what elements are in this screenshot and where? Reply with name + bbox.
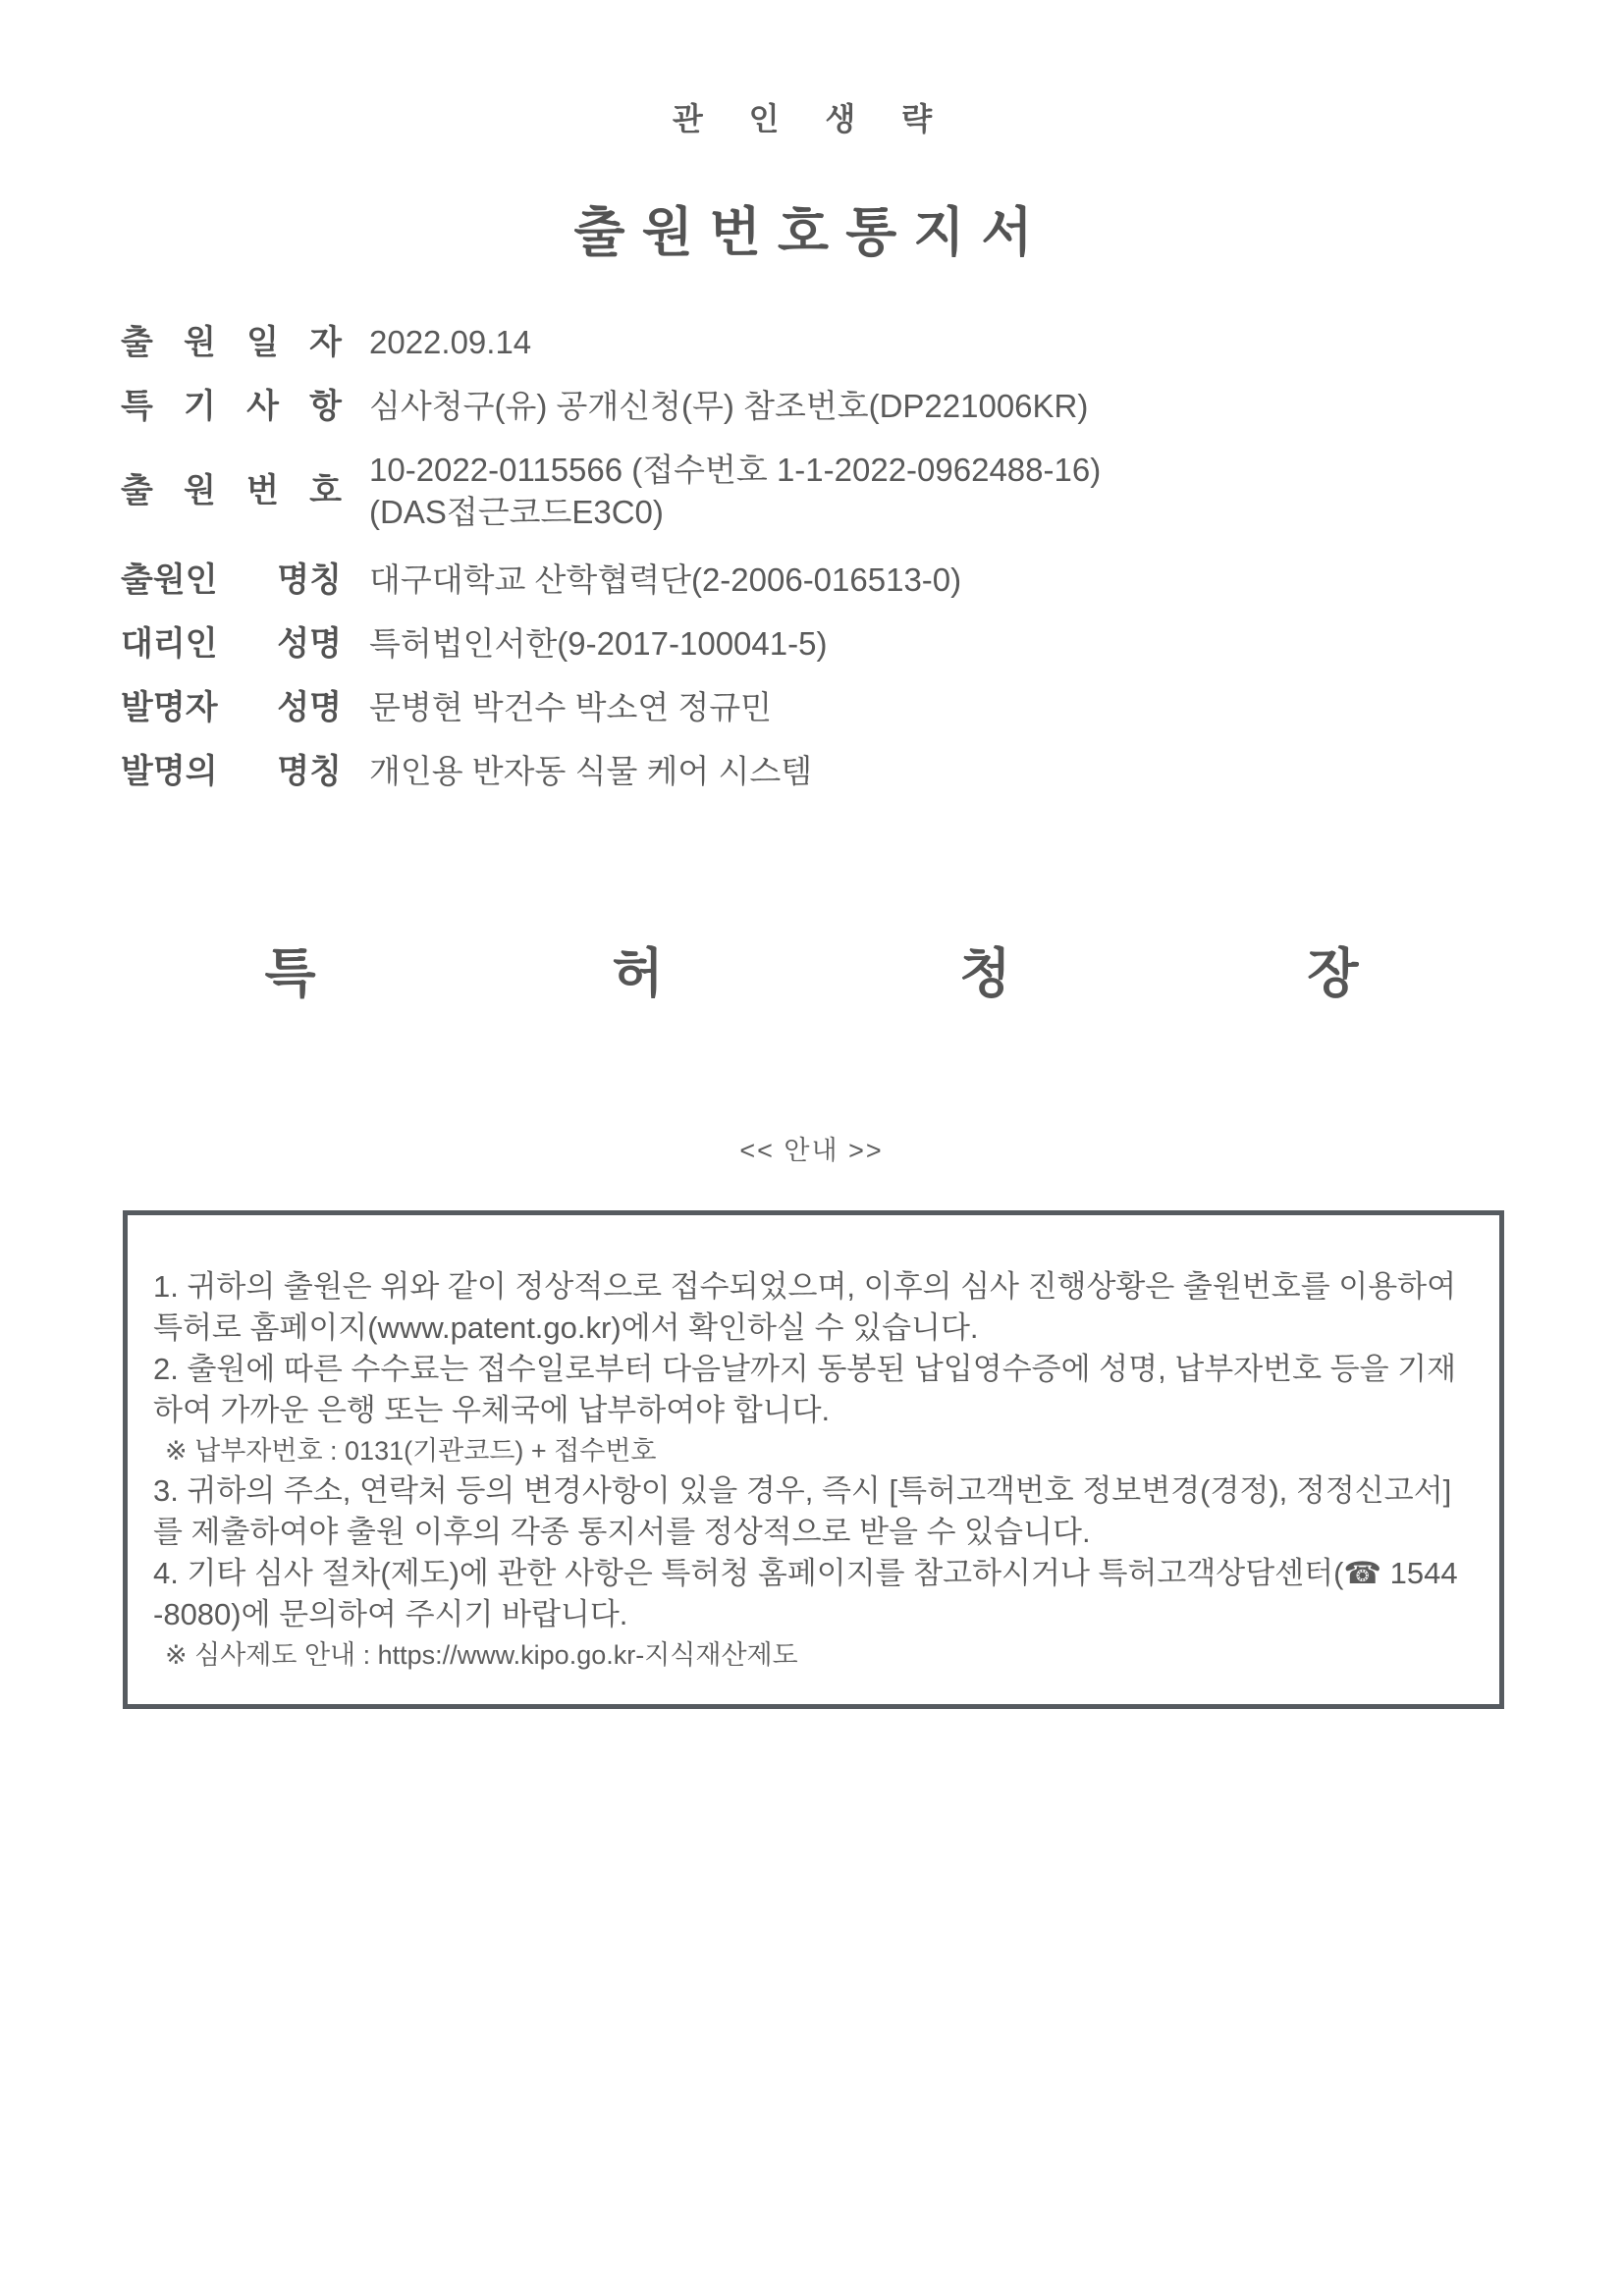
field-value-line: (DAS접근코드E3C0) xyxy=(369,494,664,530)
notice-item: 4. 기타 심사 절차(제도)에 관한 사항은 특허청 홈페이지를 참고하시거나 특허고객상담센터(☎ 1544-8080)에 문의하여 주시기 바랍니다. xyxy=(153,1556,1458,1631)
field-row xyxy=(121,686,1515,728)
page-title: 출원번호통지서 xyxy=(573,203,1050,262)
field-value xyxy=(369,559,961,601)
field-row xyxy=(121,750,1515,792)
field-value xyxy=(369,385,1088,427)
commissioner-signature: 특 허 청 장 xyxy=(264,944,1359,1003)
field-label: 대리인 성명 xyxy=(121,624,342,663)
field-value xyxy=(369,449,1101,533)
field-label: 출 원 일 자 xyxy=(121,323,342,361)
field-label: 출원인 명칭 xyxy=(121,561,342,599)
field-value-line: 2022.09.14 xyxy=(369,324,532,360)
field-label: 발명의 명칭 xyxy=(121,752,342,790)
field-label: 출 원 번 호 xyxy=(121,472,342,509)
field-value xyxy=(369,321,531,363)
notice-item: 3. 귀하의 주소, 연락처 등의 변경사항이 있을 경우, 즉시 [특허고객번호 정보변경(경정), 정정신고서]를 제출하여야 출원 이후의 각종 통지서를 정상적으로 받을 수 있습니다. xyxy=(153,1473,1452,1549)
notice-sub-note: ※ 납부자번호 : 0131(기관코드) + 접수번호 xyxy=(165,1436,657,1466)
notice-item: 1. 귀하의 출원은 위와 같이 정상적으로 접수되었으며, 이후의 심사 진행상황은 출원번호를 이용하여 특허로 홈페이지(www.patent.go.kr)에서 확인하실 수 있습니다. xyxy=(153,1269,1457,1345)
field-value-line: 10-2022-0115566 (접수번호 1-1-2022-0962488-16) xyxy=(369,452,1102,488)
field-row xyxy=(121,449,1515,533)
field-label: 특 기 사 항 xyxy=(121,387,342,425)
guide-heading: << 안내 >> xyxy=(739,1136,884,1165)
field-row xyxy=(121,385,1515,427)
field-value-line: 개인용 반자동 식물 케어 시스템 xyxy=(369,753,813,789)
fields-table xyxy=(121,321,1515,792)
field-value xyxy=(369,750,812,792)
field-row xyxy=(121,622,1515,665)
field-row xyxy=(121,559,1515,601)
field-label: 발명자 성명 xyxy=(121,688,342,726)
field-value-line: 대구대학교 산학협력단(2-2006-016513-0) xyxy=(369,561,962,598)
field-value-line: 문병현 박건수 박소연 정규민 xyxy=(369,689,773,725)
field-row xyxy=(121,321,1515,363)
field-value-line: 심사청구(유) 공개신청(무) 참조번호(DP221006KR) xyxy=(369,388,1089,424)
field-value xyxy=(369,686,772,728)
notice-item: 2. 출원에 따른 수수료는 접수일로부터 다음날까지 동봉된 납입영수증에 성명, 납부자번호 등을 기재하여 가까운 은행 또는 우체국에 납부하여야 합니다. xyxy=(153,1352,1457,1427)
field-value-line: 특허법인서한(9-2017-100041-5) xyxy=(369,625,828,662)
notice-box xyxy=(123,1210,1504,1709)
field-value xyxy=(369,622,827,665)
official-seal-omitted-note: 관 인 생 략 xyxy=(672,101,951,136)
notice-sub-note: ※ 심사제도 안내 : https://www.kipo.go.kr-지식재산제도 xyxy=(165,1640,798,1670)
